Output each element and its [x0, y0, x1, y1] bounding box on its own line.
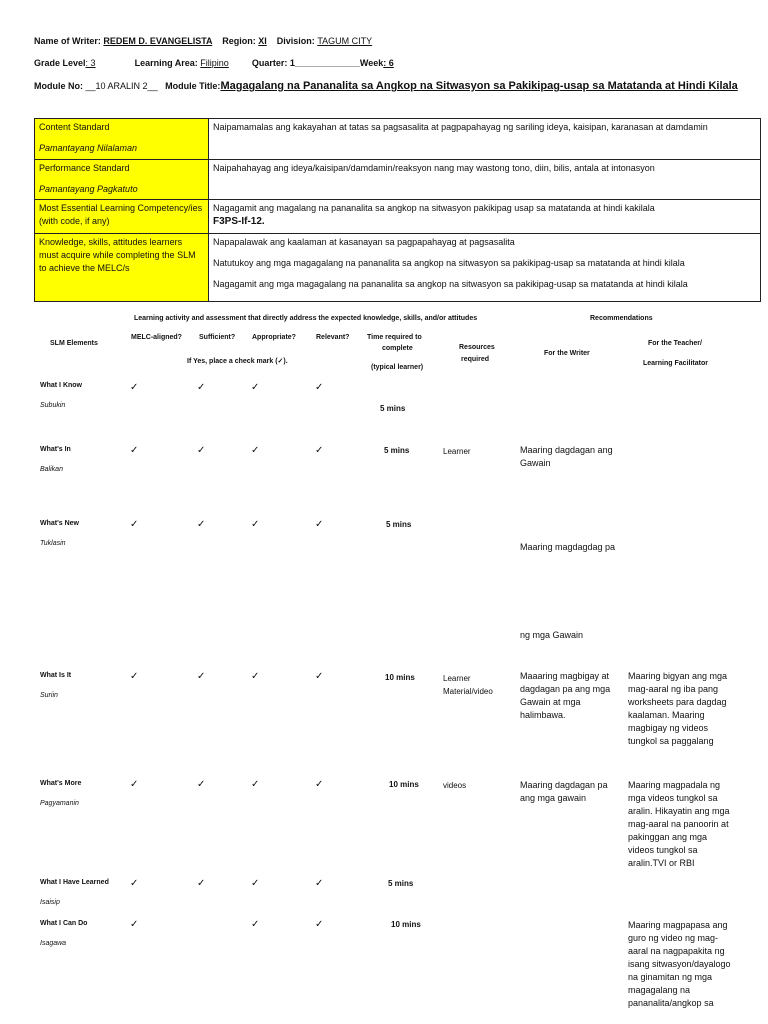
- resources-value: videos: [443, 781, 467, 790]
- writer-recommendation: Maaring dagdagan ang Gawain: [520, 445, 613, 468]
- check-mark: ✓: [130, 445, 139, 456]
- check-mark: ✓: [315, 671, 324, 682]
- relevant-header: Relevant?: [316, 334, 350, 341]
- performance-standard-sub: Pamantayang Pagkatuto: [39, 184, 138, 194]
- slm-element-name: What's More: [40, 780, 82, 787]
- slm-element-name: What Is It: [40, 672, 72, 679]
- module-value: __10 ARALIN 2__: [85, 81, 158, 91]
- slm-element-sub: Isagawa: [40, 940, 67, 947]
- division-label: Division:: [276, 36, 315, 46]
- slm-element-sub: Balikan: [40, 466, 63, 473]
- grade-value: : 3: [85, 58, 96, 68]
- resources-header-1: Resources: [459, 344, 495, 351]
- check-mark: ✓: [251, 382, 260, 393]
- module-line: [34, 80, 738, 92]
- melc-row: [35, 200, 761, 234]
- quarter-label: Quarter: 1: [251, 58, 295, 68]
- region-label: Region:: [222, 36, 256, 46]
- check-mark: ✓: [251, 519, 260, 530]
- check-mark: ✓: [315, 878, 324, 889]
- check-mark: ✓: [251, 919, 260, 930]
- writer-recommendation: Maaring dagdagan pa ang mga gawain: [520, 780, 608, 803]
- area-value: Filipino: [200, 58, 229, 68]
- content-standard-row: [35, 119, 761, 160]
- time-value: 10 mins: [389, 780, 419, 789]
- recommendations-header: Recommendations: [590, 315, 653, 322]
- grade-line: [34, 58, 394, 68]
- for-teacher-header-1: For the Teacher/: [648, 340, 702, 347]
- region-value: XI: [258, 36, 267, 46]
- check-mark: ✓: [130, 878, 139, 889]
- check-mark: ✓: [315, 445, 324, 456]
- check-mark: ✓: [197, 779, 206, 790]
- teacher-recommendation: Maaring bigyan ang mga mag-aaral ng iba pang worksheets para dagdag kaalaman. Maaring magbigay ng videos tungkol sa paggalang: [628, 671, 728, 746]
- time-value: 10 mins: [391, 920, 421, 929]
- time-value: 5 mins: [386, 520, 412, 529]
- time-value: 10 mins: [385, 673, 415, 682]
- ksa-label: Knowledge, skills, attitudes learners must acquire while completing the SLM to achieve the MELC/s: [35, 234, 209, 302]
- group-header: Learning activity and assessment that directly address the expected knowledge, skills, and/or attitudes: [134, 315, 478, 322]
- sufficient-header: Sufficient?: [199, 334, 236, 341]
- check-mark: ✓: [315, 919, 324, 930]
- module-label: Module No:: [34, 81, 83, 91]
- content-standard-label: Content Standard: [39, 122, 110, 132]
- check-mark: ✓: [197, 878, 206, 889]
- time-value: 5 mins: [380, 404, 406, 413]
- slm-element-sub: Tuklasin: [40, 540, 66, 547]
- performance-standard-row: [35, 160, 761, 200]
- writer-value: REDEM D. EVANGELISTA: [103, 36, 213, 46]
- content-standard-cell: [35, 119, 209, 160]
- check-mark: ✓: [130, 519, 139, 530]
- ksa-item: Nagagamit ang mga magagalang na pananalita sa angkop na sitwasyon sa pakikipag-usap sa matatanda at hindi kilala: [213, 279, 688, 289]
- ksa-cell: [209, 234, 761, 302]
- melc-label: Most Essential Learning Competency/ies (with code, if any): [35, 200, 209, 234]
- time-value: 5 mins: [388, 879, 414, 888]
- check-mark: ✓: [130, 779, 139, 790]
- module-title: Magagalang na Pananalita sa Angkop na Sitwasyon sa Pakikipag-usap sa Matatanda at Hindi Kilala: [220, 80, 738, 92]
- check-mark: ✓: [251, 445, 260, 456]
- slm-element-name: What's New: [40, 520, 80, 527]
- check-mark: ✓: [197, 382, 206, 393]
- melc-code: F3PS-If-12.: [213, 216, 265, 227]
- performance-standard-text: Naipahahayag ang ideya/kaisipan/damdamin/reaksyon nang may wastong tono, diin, bilis, antala at intonasyon: [209, 160, 761, 200]
- check-mark: ✓: [130, 919, 139, 930]
- melc-aligned-header: MELC-aligned?: [131, 334, 182, 341]
- ksa-row: [35, 234, 761, 302]
- slm-element-name: What's In: [40, 446, 71, 453]
- grade-label: Grade Level: [34, 58, 86, 68]
- check-mark: ✓: [130, 382, 139, 393]
- standards-table: [34, 118, 761, 302]
- division-value: TAGUM CITY: [317, 36, 373, 46]
- slm-element-name: What I Have Learned: [40, 879, 109, 886]
- check-note: If Yes, place a check mark (✓).: [187, 358, 288, 365]
- ksa-item: Napapalawak ang kaalaman at kasanayan sa pagpapahayag at pagsasalita: [213, 237, 515, 247]
- module-title-label: Module Title:: [165, 81, 221, 91]
- slm-element-sub: Suriin: [40, 692, 58, 699]
- slm-element-name: What I Know: [40, 382, 82, 389]
- appropriate-header: Appropriate?: [252, 334, 296, 341]
- for-teacher-header-2: Learning Facilitator: [643, 360, 708, 367]
- check-mark: ✓: [130, 671, 139, 682]
- teacher-recommendation: Maaring magpapasa ang guro ng video ng mag-aaral na nagpapakita ng isang sitwasyon/dayalogo na ginamitan ng mga magagalang na pananalita/angkop sa: [628, 920, 731, 1008]
- time-header-1: Time required to: [367, 334, 422, 341]
- performance-standard-label: Performance Standard: [39, 163, 130, 173]
- check-mark: ✓: [251, 671, 260, 682]
- time-header-3: (typical learner): [371, 364, 424, 371]
- week-value: : 6: [383, 58, 394, 68]
- check-mark: ✓: [315, 519, 324, 530]
- check-mark: ✓: [315, 382, 324, 393]
- slm-element-sub: Pagyamanin: [40, 800, 79, 807]
- performance-standard-cell: [35, 160, 209, 200]
- time-header-2: complete: [382, 345, 413, 352]
- slm-element-sub: Isaisip: [40, 899, 60, 906]
- slm-element-sub: Subukin: [40, 402, 66, 409]
- content-standard-text: Naipamamalas ang kakayahan at tatas sa pagsasalita at pagpapahayag ng sariling ideya, kaisipan, karanasan at damdamin: [209, 119, 761, 160]
- check-mark: ✓: [197, 671, 206, 682]
- teacher-recommendation: Maaring magpadala ng mga videos tungkol sa aralin. Hikayatin ang mga mag-aaral na panoorin at pakinggan ang mga videos tungkol sa aralin.TVI or RBI: [628, 780, 730, 868]
- melc-cell: [209, 200, 761, 234]
- week-label: Week: [359, 58, 384, 68]
- check-mark: ✓: [251, 779, 260, 790]
- quarter-blank: _____________: [294, 58, 360, 68]
- ksa-item: Natutukoy ang mga magagalang na pananalita sa angkop na sitwasyon sa pakikipag-usap sa matatanda at hindi kilala: [213, 258, 685, 268]
- time-value: 5 mins: [384, 446, 410, 455]
- check-mark: ✓: [315, 779, 324, 790]
- check-mark: ✓: [251, 878, 260, 889]
- content-standard-sub: Pamantayang Nilalaman: [39, 143, 138, 153]
- writer-line: [34, 36, 372, 46]
- writer-label: Name of Writer:: [34, 36, 101, 46]
- check-mark: ✓: [197, 519, 206, 530]
- resources-header-2: required: [461, 356, 490, 363]
- slm-header: SLM Elements: [50, 340, 98, 347]
- writer-recommendation: Maaaring magbigay at dagdagan pa ang mga Gawain at mga halimbawa.: [520, 671, 611, 720]
- slm-element-name: What I Can Do: [40, 920, 88, 927]
- for-writer-header: For the Writer: [544, 350, 590, 357]
- melc-text: Nagagamit ang magalang na pananalita sa angkop na sitwasyon pakikipag usap sa matatanda at hindi kakilala: [213, 203, 655, 213]
- writer-recommendation-cont: ng mga Gawain: [520, 630, 584, 640]
- resources-value: Learner Material/video: [443, 674, 493, 696]
- resources-value: Learner: [443, 447, 471, 456]
- area-label: Learning Area:: [134, 58, 198, 68]
- check-mark: ✓: [197, 445, 206, 456]
- writer-recommendation: Maaring magdagdag pa: [520, 542, 616, 552]
